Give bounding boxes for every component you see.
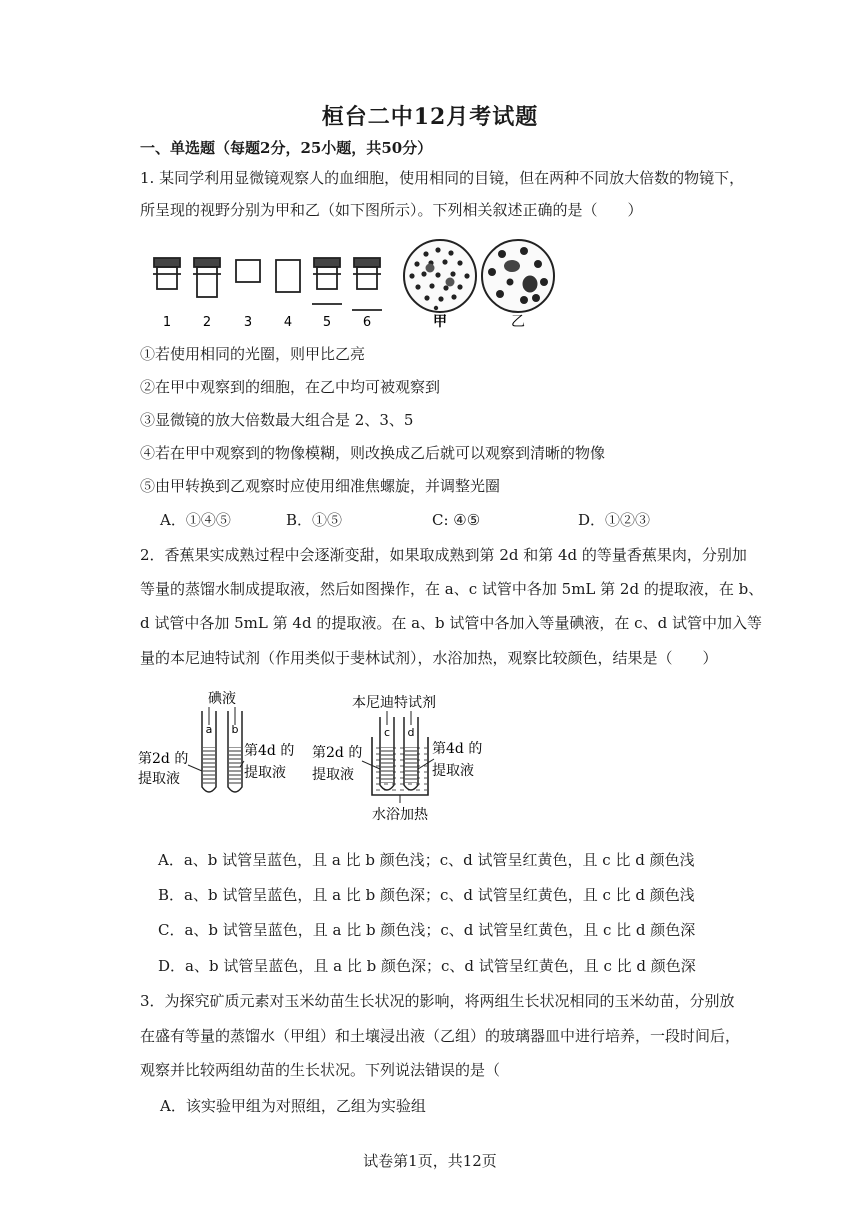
eyepiece-3: [236, 260, 260, 282]
water-bath-label: 水浴加热: [372, 807, 428, 823]
q2-option-b: B．a、b 试管呈蓝色，且 a 比 b 颜色深；c、d 试管呈红黄色，且 c 比 d 颜色浅: [158, 886, 695, 904]
day4-label-left-2: 提取液: [244, 765, 286, 781]
q2-test-tube-figure: [136, 685, 526, 825]
q3-stem-line: 3．为探究矿质元素对玉米幼苗生长状况的影响，将两组生长状况相同的玉米幼苗，分别放: [140, 992, 735, 1010]
q3-stem-line: 观察并比较两组幼苗的生长状况。下列说法错误的是（: [140, 1061, 501, 1079]
day2-label-right: 第2d 的: [312, 745, 363, 761]
q2-stem-line: 等量的蒸馏水制成提取液，然后如图操作，在 a、c 试管中各加 5mL 第 2d 的提取液，在 b、: [140, 580, 764, 598]
q2-option-c: C．a、b 试管呈蓝色，且 a 比 b 颜色浅；c、d 试管呈红黄色，且 c 比 d 颜色深: [158, 921, 696, 939]
q1-stem-line: 所呈现的视野分别为甲和乙（如下图所示）。下列相关叙述正确的是（ ）: [140, 201, 643, 219]
q1-statement: ⑤由甲转换到乙观察时应使用细准焦螺旋，并调整光圈: [140, 477, 501, 495]
lens-label-4: 4: [283, 315, 293, 330]
lens-label-3: 3: [243, 315, 253, 330]
tube-label-d: d: [407, 726, 415, 739]
eyepiece-4: [276, 260, 300, 292]
q3-stem-line: 在盛有等量的蒸馏水（甲组）和土壤浸出液（乙组）的玻璃器皿中进行培养，一段时间后，: [140, 1027, 741, 1045]
objective-lens-2: [193, 258, 221, 297]
q1-option-b: B．①⑤: [286, 511, 343, 529]
view-label-yi: 乙: [511, 314, 525, 330]
tube-label-c: c: [383, 726, 391, 739]
section-heading: 一、单选题（每题2分，25小题，共50分）: [140, 139, 433, 157]
objective-lens-1: [153, 258, 181, 289]
q2-option-d: D．a、b 试管呈蓝色，且 a 比 b 颜色深；c、d 试管呈红黄色，且 c 比 d 颜色深: [158, 957, 696, 975]
q2-option-a: A．a、b 试管呈蓝色，且 a 比 b 颜色浅；c、d 试管呈红黄色，且 c 比 d 颜色浅: [158, 851, 695, 869]
q1-microscope-figure: [140, 238, 560, 333]
lens-label-2: 2: [202, 315, 212, 330]
view-label-jia: 甲: [433, 314, 447, 330]
objective-lens-6: [352, 258, 382, 310]
q1-option-c: C: ④⑤: [432, 511, 481, 529]
day4-label-right-2: 提取液: [432, 763, 474, 779]
field-of-view-jia: [404, 240, 476, 312]
tube-label-b: b: [231, 723, 239, 736]
q1-stem-line: 1. 某同学利用显微镜观察人的血细胞，使用相同的目镜，但在两种不同放大倍数的物镜下，: [140, 169, 745, 187]
q2-stem-line: 2．香蕉果实成熟过程中会逐渐变甜，如果取成熟到第 2d 和第 4d 的等量香蕉果肉，分别加: [140, 546, 747, 564]
benedict-label: 本尼迪特试剂: [352, 695, 436, 711]
day2-label-left: 第2d 的: [138, 751, 189, 767]
day2-label-left-2: 提取液: [138, 771, 180, 787]
day4-label-right: 第4d 的: [432, 741, 483, 757]
day4-label-left: 第4d 的: [244, 743, 295, 759]
q1-statement: ②在甲中观察到的细胞，在乙中均可被观察到: [140, 378, 441, 396]
q1-statement: ④若在甲中观察到的物像模糊，则改换成乙后就可以观察到清晰的物像: [140, 444, 606, 462]
q1-statement: ③显微镜的放大倍数最大组合是 2、3、5: [140, 411, 414, 429]
day2-label-right-2: 提取液: [312, 767, 354, 783]
lens-label-6: 6: [362, 315, 372, 330]
iodine-label: 碘液: [208, 691, 236, 707]
q3-option-a: A．该实验甲组为对照组，乙组为实验组: [160, 1097, 426, 1115]
q1-option-a: A．①④⑤: [160, 511, 231, 529]
tube-label-a: a: [205, 723, 213, 736]
q1-statement: ①若使用相同的光圈，则甲比乙亮: [140, 345, 366, 363]
field-of-view-yi: [482, 240, 554, 312]
lens-label-1: 1: [162, 315, 172, 330]
page-title: 桓台二中12月考试题: [321, 104, 539, 130]
q2-stem-line: d 试管中各加 5mL 第 4d 的提取液。在 a、b 试管中各加入等量碘液，在 c、d 试管中加入等: [140, 614, 762, 632]
page-footer: 试卷第1页，共12页: [363, 1152, 497, 1170]
q2-stem-line: 量的本尼迪特试剂（作用类似于斐林试剂），水浴加热，观察比较颜色，结果是（ ）: [140, 649, 718, 667]
objective-lens-5: [312, 258, 342, 304]
q1-option-d: D．①②③: [578, 511, 651, 529]
lens-label-5: 5: [322, 315, 332, 330]
